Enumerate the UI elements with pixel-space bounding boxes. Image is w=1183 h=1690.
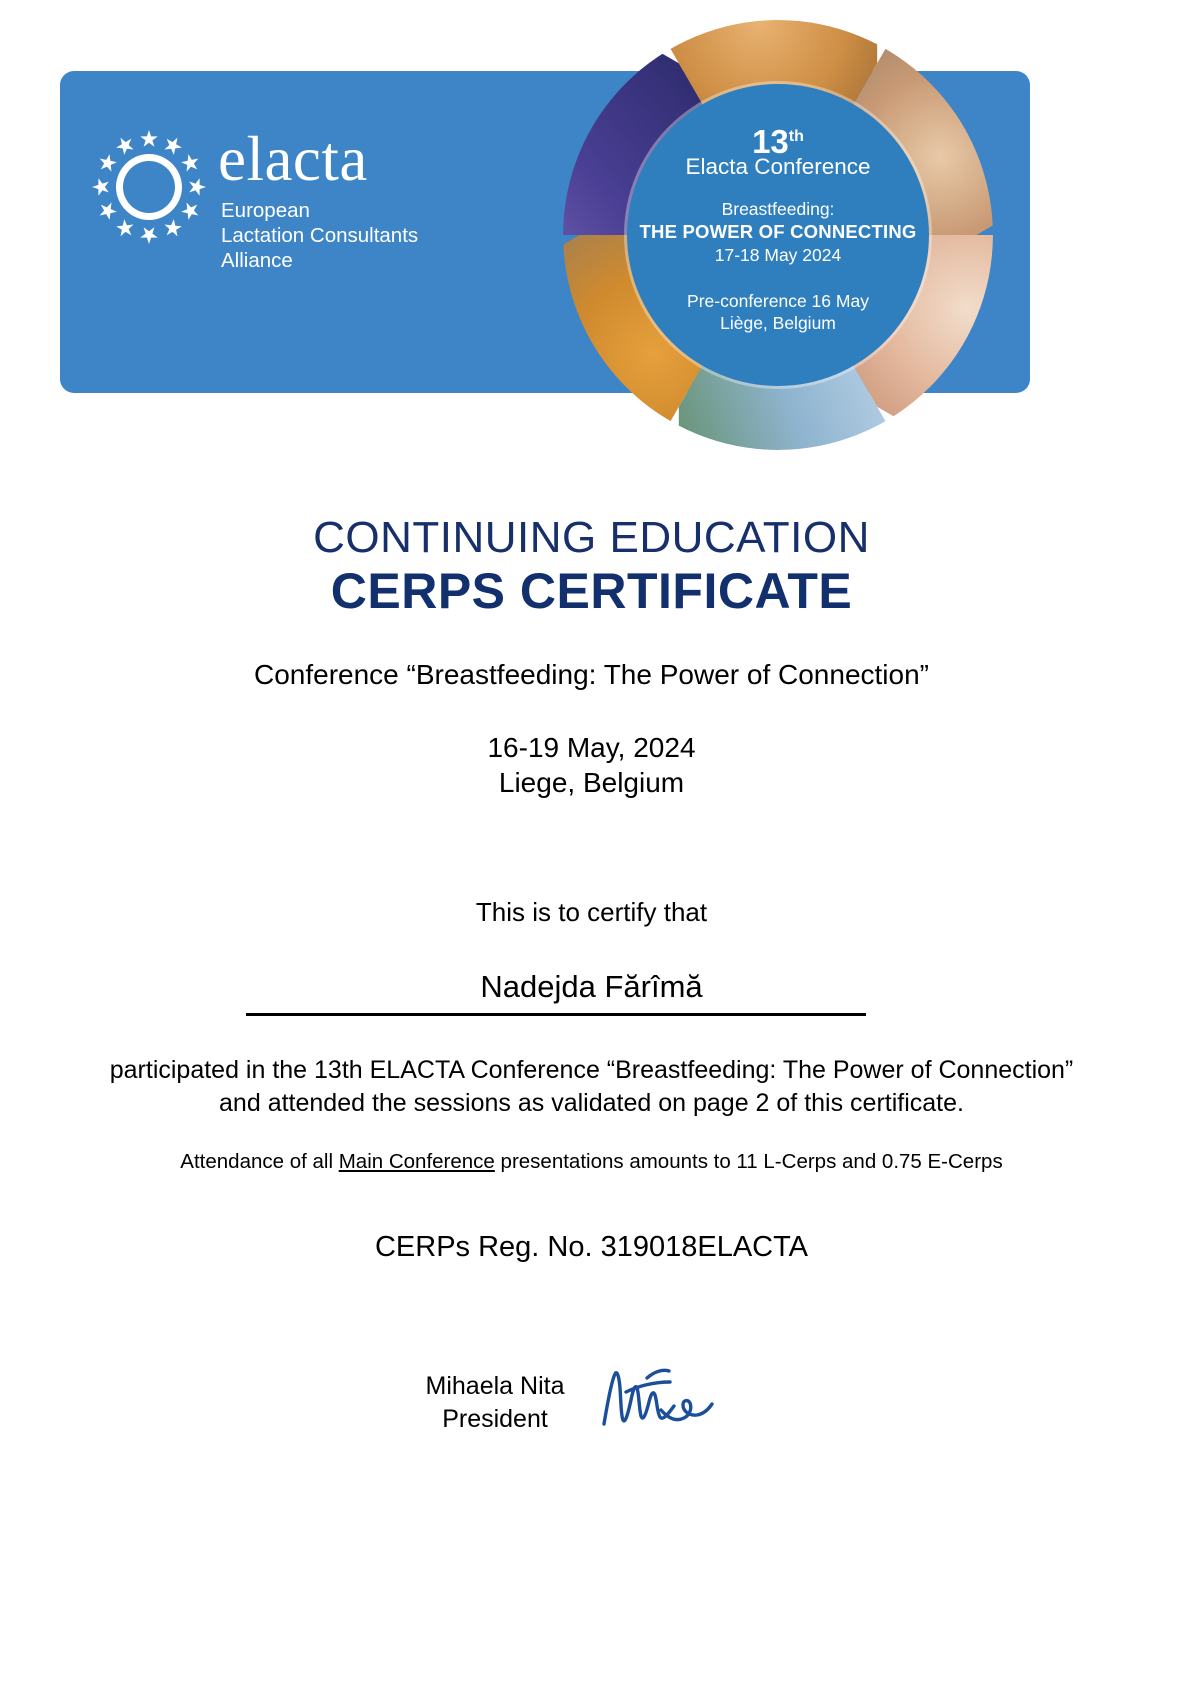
page-title-line2: CERPS CERTIFICATE xyxy=(330,563,853,619)
recipient-name-underline xyxy=(246,1013,866,1016)
event-location: Liege, Belgium xyxy=(498,767,685,798)
signature-block xyxy=(400,1370,730,1450)
conference-logo xyxy=(563,20,993,450)
elacta-tagline-line3: Alliance xyxy=(221,249,293,272)
registration-number: CERPs Reg. No. 319018ELACTA xyxy=(374,1231,809,1263)
conference-theme: THE POWER OF CONNECTING xyxy=(639,221,917,242)
conference-logo-center xyxy=(627,84,929,386)
elacta-wordmark: elacta xyxy=(218,124,368,194)
conference-edition-number: 13 xyxy=(752,123,789,160)
conference-dates: 17-18 May 2024 xyxy=(714,245,842,265)
signatory-role: President xyxy=(442,1405,548,1433)
elacta-tagline-line1: European xyxy=(221,199,310,222)
conference-location: Liège, Belgium xyxy=(720,313,836,333)
conference-edition-suffix: th xyxy=(788,128,804,145)
elacta-monogram-icon xyxy=(116,154,182,220)
event-dates: 16-19 May, 2024 xyxy=(487,732,696,763)
elacta-tagline xyxy=(221,198,418,273)
conference-subtitle: Conference “Breastfeeding: The Power of Connection” xyxy=(254,659,929,690)
participation-line2: and attended the sessions as validated on page 2 of this certificate. xyxy=(219,1089,964,1117)
certificate-header xyxy=(0,0,1183,470)
participation-line1: participated in the 13th ELACTA Conference “Breastfeeding: The Power of Connection” xyxy=(109,1056,1074,1084)
elacta-logo xyxy=(90,110,510,280)
attendance-prefix: Attendance of all xyxy=(180,1150,339,1173)
elacta-tagline-line2: Lactation Consultants xyxy=(221,224,419,247)
signatory-name: Mihaela Nita xyxy=(425,1372,565,1400)
event-details xyxy=(0,730,1183,800)
attendance-suffix: presentations amounts to 11 L-Cerps and 0.75 E-Cerps xyxy=(494,1150,1003,1173)
attendance-session-link: Main Conference xyxy=(338,1150,495,1173)
conference-name: Elacta Conference xyxy=(685,154,871,179)
recipient-name: Nadejda Fărîmă xyxy=(480,969,703,1004)
conference-edition xyxy=(627,120,929,158)
certify-statement: This is to certify that xyxy=(475,897,708,927)
handwritten-signature-icon xyxy=(598,1362,718,1442)
page-title-line1: CONTINUING EDUCATION xyxy=(313,513,870,562)
participation-statement xyxy=(60,1054,1123,1120)
attendance-statement xyxy=(60,1148,1123,1176)
conference-theme-prefix: Breastfeeding: xyxy=(721,199,835,219)
eu-stars-ring-icon xyxy=(90,128,208,246)
conference-preconference: Pre-conference 16 May xyxy=(687,291,869,311)
